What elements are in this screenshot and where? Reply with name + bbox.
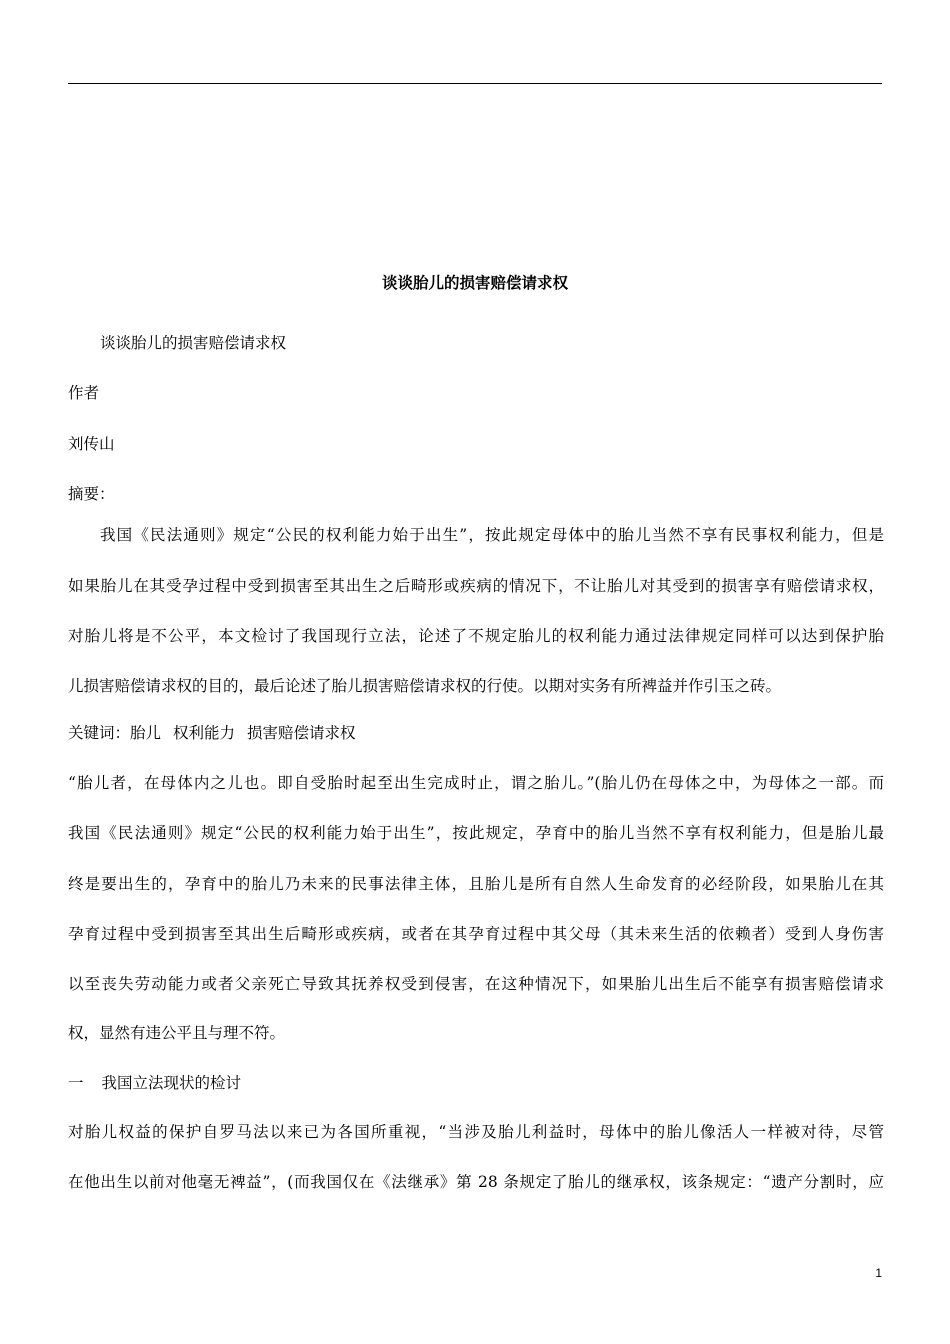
keyword: 损害赔偿请求权 xyxy=(247,724,356,742)
abstract-line: 我国《民法通则》规定“公民的权利能力始于出生”，按此规定母体中的胎儿当然不享有民事权利能力，但是 xyxy=(100,526,884,544)
section-title: 我国立法现状的检讨 xyxy=(101,1074,242,1092)
intro-line: 权，显然有违公平且与理不符。 xyxy=(68,1024,286,1042)
abstract-label: 摘要： xyxy=(68,485,115,503)
author-name: 刘传山 xyxy=(68,435,115,453)
intro-line: 孕育过程中受到损害至其出生后畸形或疾病，或者在其孕育过程中其父母（其未来生活的依赖者）受到人身伤害 xyxy=(68,925,884,943)
intro-line: 我国《民法通则》规定“公民的权利能力始于出生”，按此规定，孕育中的胎儿当然不享有权利能力，但是胎儿最 xyxy=(68,824,884,842)
page-number: 1 xyxy=(875,1266,882,1280)
abstract-line: 对胎儿将是不公平，本文检讨了我国现行立法，论述了不规定胎儿的权利能力通过法律规定同样可以达到保护胎 xyxy=(68,627,884,645)
intro-line: “胎儿者，在母体内之儿也。即自受胎时起至出生完成时止，谓之胎儿。”(胎儿仍在母体之中，为母体之一部。而 xyxy=(68,774,884,792)
author-label: 作者 xyxy=(68,384,100,402)
section-number: 一 xyxy=(68,1074,84,1092)
abstract-line: 如果胎儿在其受孕过程中受到损害至其出生之后畸形或疾病的情况下，不让胎儿对其受到的损害享有赔偿请求权， xyxy=(68,577,884,595)
header-rule xyxy=(68,83,882,84)
section-line: 在他出生以前对他毫无裨益”，(而我国仅在《法继承》第 28 条规定了胎儿的继承权，该条规定：“遗产分割时，应 xyxy=(68,1173,884,1191)
intro-line: 以至丧失劳动能力或者父亲死亡导致其抚养权受到侵害，在这种情况下，如果胎儿出生后不能享有损害赔偿请求 xyxy=(68,975,884,993)
keywords-label: 关键词： xyxy=(68,724,131,742)
section-line: 对胎儿权益的保护自罗马法以来已为各国所重视，“当涉及胎儿利益时，母体中的胎儿像活人一样被对待，尽管 xyxy=(68,1123,884,1141)
keyword: 胎儿 xyxy=(130,724,162,742)
document-title: 谈谈胎儿的损害赔偿请求权 xyxy=(381,273,568,292)
keywords xyxy=(68,723,884,743)
keyword: 权利能力 xyxy=(173,724,236,742)
subtitle: 谈谈胎儿的损害赔偿请求权 xyxy=(100,334,287,352)
abstract-line: 儿损害赔偿请求权的目的，最后论述了胎儿损害赔偿请求权的行使。以期对实务有所裨益并作引玉之砖。 xyxy=(68,677,782,695)
section-heading xyxy=(68,1073,884,1093)
intro-line: 终是要出生的，孕育中的胎儿乃未来的民事法律主体，且胎儿是所有自然人生命发育的必经阶段，如果胎儿在其 xyxy=(68,875,884,893)
